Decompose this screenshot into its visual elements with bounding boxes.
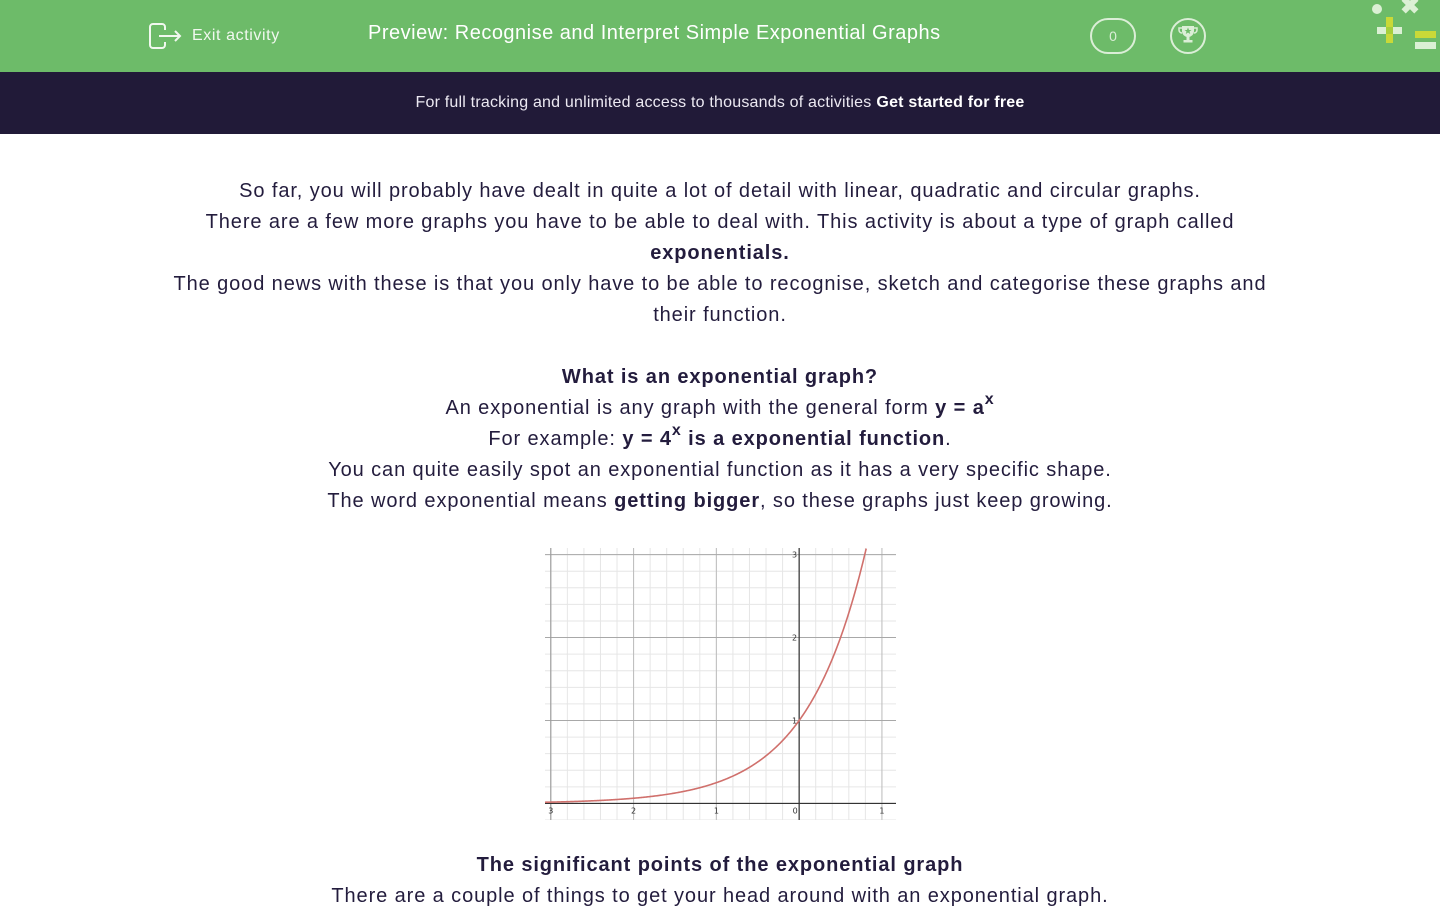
svg-text:3: 3: [792, 550, 798, 560]
general-form-line: [160, 393, 1280, 424]
heading2-text: The significant points of the exponential graph: [476, 854, 964, 876]
score-badge: 0: [1090, 18, 1136, 54]
section-heading-2: [160, 850, 1280, 881]
top-bar: [0, 0, 1440, 72]
exit-icon: [148, 21, 182, 51]
svg-text:1: 1: [792, 716, 798, 726]
next-paragraph: There are a couple of things to get your head around with an exponential graph.: [331, 885, 1109, 907]
meaning-line: [160, 486, 1280, 517]
svg-text:2: 2: [631, 806, 637, 816]
meaning-text-c: , so these graphs just keep growing.: [760, 490, 1113, 512]
svg-text:0: 0: [792, 806, 798, 816]
intro-paragraph-3: The good news with these is that you only have to be able to recognise, sketch and categorise these graphs and their function.: [173, 273, 1267, 326]
intro-text: There are a few more graphs you have to be able to deal with. This activity is about a type of graph called: [205, 211, 1235, 233]
example-line: [160, 424, 1280, 455]
svg-text:1: 1: [713, 806, 719, 816]
spot-line: You can quite easily spot an exponential function as it has a very specific shape.: [328, 459, 1112, 481]
activity-title: Preview: Recognise and Interpret Simple Exponential Graphs: [368, 22, 941, 44]
intro-paragraph-1: So far, you will probably have dealt in quite a lot of detail with linear, quadratic and circular graphs.: [239, 180, 1201, 202]
section-heading: [160, 362, 1280, 393]
form-text: An exponential is any graph with the general form: [445, 397, 936, 419]
example-end: .: [945, 428, 952, 450]
lesson-content: [160, 176, 1280, 517]
exit-activity-button[interactable]: [148, 20, 280, 52]
intro-paragraph-2: [160, 207, 1280, 269]
exit-label: Exit activity: [192, 27, 280, 44]
form-exponent: x: [984, 391, 995, 409]
example-equation: y = 4: [622, 428, 672, 450]
meaning-text-a: The word exponential means: [327, 490, 615, 512]
getting-bigger-term: getting bigger: [614, 490, 760, 512]
svg-text:3: 3: [548, 806, 554, 816]
heading-text: What is an exponential graph?: [561, 366, 879, 388]
example-text: For example:: [488, 428, 623, 450]
signup-banner: [0, 72, 1440, 134]
lesson-content-continued: [160, 850, 1280, 912]
example-rest: is a exponential function: [681, 428, 946, 450]
exponentials-term: exponentials.: [650, 242, 790, 264]
svg-text:2: 2: [792, 633, 798, 643]
get-started-link[interactable]: Get started for free: [876, 94, 1025, 111]
trophy-icon: [1177, 23, 1199, 50]
form-equation: y = a: [935, 397, 985, 419]
svg-text:1: 1: [879, 806, 885, 816]
example-exponent: x: [671, 422, 682, 440]
trophy-button[interactable]: [1170, 18, 1206, 54]
brand-logo: [1366, 0, 1440, 60]
exponential-graph: [545, 548, 896, 820]
banner-text: For full tracking and unlimited access to thousands of activities: [415, 94, 872, 111]
